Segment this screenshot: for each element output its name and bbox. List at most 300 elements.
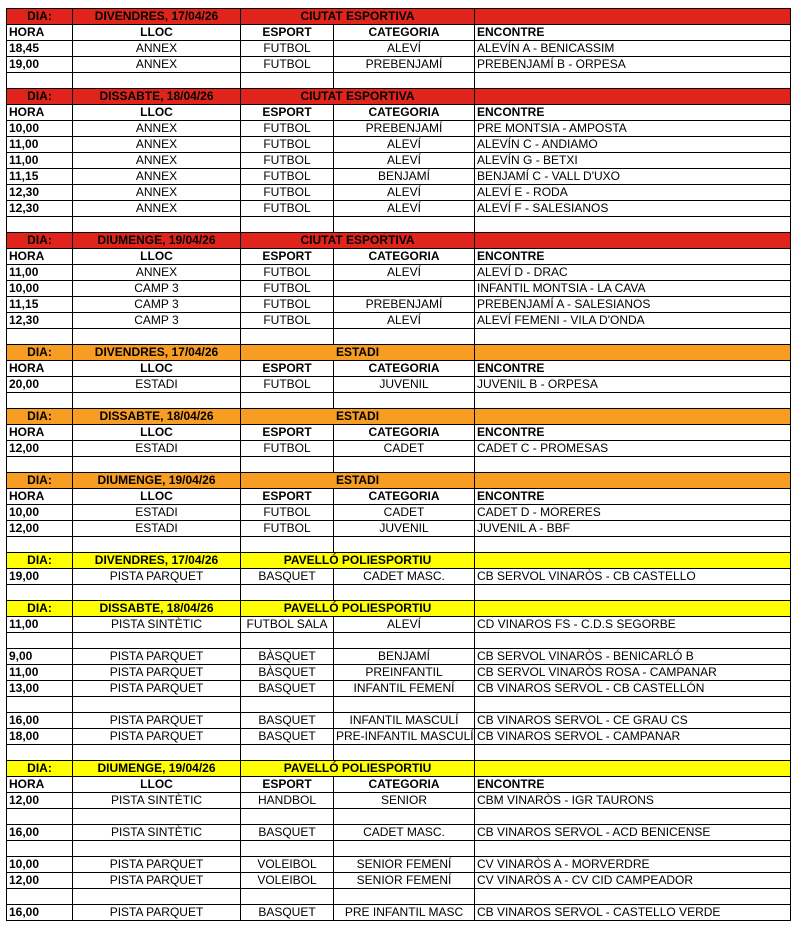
cell-lloc: PISTA SINTÈTIC [73,825,241,841]
cell-lloc: PISTA SINTÈTIC [73,617,241,633]
match-row [7,857,791,873]
section-day-row [7,89,791,105]
header-categoria: CATEGORIA [334,425,475,441]
day-date: DISSABTE, 18/04/26 [73,601,241,617]
header-categoria: CATEGORIA [334,25,475,41]
cell-encontre: CB VINAROS SERVOL - ACD BENICENSE [475,825,791,841]
match-row [7,873,791,889]
cell-categoria: ALEVÍ [334,313,475,329]
cell-categoria: PREBENJAMÍ [334,57,475,73]
day-date: DIVENDRES, 17/04/26 [73,9,241,25]
cell-lloc: ANNEX [73,57,241,73]
venue-name: ESTADI [241,473,475,489]
header-categoria: CATEGORIA [334,249,475,265]
cell-hora: 12,00 [7,521,73,537]
cell-esport: FUTBOL [241,297,334,313]
schedule-table [6,8,791,921]
cell-categoria: CADET [334,441,475,457]
cell-categoria: PREBENJAMÍ [334,297,475,313]
blank-cell [334,393,475,409]
cell-encontre: CB VINAROS SERVOL - CAMPANAR [475,729,791,745]
blank-cell [73,633,241,649]
cell-hora: 16,00 [7,905,73,921]
header-esport: ESPORT [241,777,334,793]
cell-encontre: CADET D - MORERES [475,505,791,521]
cell-encontre: PREBENJAMÍ B - ORPESA [475,57,791,73]
blank-cell [241,217,334,233]
header-lloc: LLOC [73,361,241,377]
cell-hora: 10,00 [7,857,73,873]
day-row-empty [475,553,791,569]
header-esport: ESPORT [241,361,334,377]
day-date: DIVENDRES, 17/04/26 [73,553,241,569]
cell-esport: BASQUET [241,713,334,729]
blank-cell [7,585,73,601]
cell-encontre: CV VINARÒS A - CV CID CAMPEADOR [475,873,791,889]
day-label: DIA: [7,601,73,617]
cell-encontre: CB VINAROS SERVOL - CE GRAU CS [475,713,791,729]
day-label: DIA: [7,409,73,425]
cell-encontre: INFANTIL MONTSIA - LA CAVA [475,281,791,297]
cell-lloc: ANNEX [73,153,241,169]
section-separator-row [7,745,791,761]
cell-categoria: BENJAMÍ [334,649,475,665]
cell-categoria: ALEVÍ [334,185,475,201]
blank-cell [475,745,791,761]
header-esport: ESPORT [241,249,334,265]
venue-name: CIUTAT ESPORTIVA [241,9,475,25]
header-lloc: LLOC [73,25,241,41]
match-row [7,681,791,697]
cell-esport: FUTBOL [241,265,334,281]
blank-cell [334,809,475,825]
blank-cell [475,697,791,713]
blank-cell [73,889,241,905]
header-encontre: ENCONTRE [475,777,791,793]
blank-cell [334,73,475,89]
blank-cell [475,73,791,89]
day-row-empty [475,761,791,777]
header-esport: ESPORT [241,489,334,505]
cell-hora: 11,00 [7,617,73,633]
cell-encontre: CBM VINARÒS - IGR TAURONS [475,793,791,809]
cell-categoria [334,281,475,297]
cell-encontre: JUVENIL B - ORPESA [475,377,791,393]
match-row [7,169,791,185]
blank-cell [73,457,241,473]
header-lloc: LLOC [73,489,241,505]
venue-name: PAVELLÓ POLIESPORTIU [241,601,475,617]
cell-hora: 13,00 [7,681,73,697]
header-lloc: LLOC [73,425,241,441]
section-separator-row [7,73,791,89]
section-day-row [7,345,791,361]
day-row-empty [475,345,791,361]
cell-categoria: PRE-INFANTIL MASCULÍ [334,729,475,745]
match-row [7,713,791,729]
header-lloc: LLOC [73,105,241,121]
section-day-row [7,473,791,489]
cell-categoria: ALEVÍ [334,201,475,217]
blank-cell [7,809,73,825]
match-row [7,185,791,201]
cell-hora: 18,45 [7,41,73,57]
day-date: DIUMENGE, 19/04/26 [73,761,241,777]
match-row [7,825,791,841]
header-hora: HORA [7,489,73,505]
cell-lloc: PISTA PARQUET [73,649,241,665]
match-row [7,153,791,169]
day-date: DIUMENGE, 19/04/26 [73,233,241,249]
day-row-empty [475,473,791,489]
section-day-row [7,761,791,777]
cell-lloc: ANNEX [73,137,241,153]
blank-cell [73,73,241,89]
column-header-row [7,425,791,441]
venue-name: PAVELLÓ POLIESPORTIU [241,553,475,569]
section-day-row [7,601,791,617]
cell-categoria: BENJAMÍ [334,169,475,185]
blank-cell [241,889,334,905]
cell-esport: BASQUET [241,681,334,697]
header-hora: HORA [7,25,73,41]
cell-encontre: CB SERVOL VINARÒS - BENICARLÓ B [475,649,791,665]
cell-esport: FUTBOL [241,41,334,57]
cell-lloc: ESTADI [73,521,241,537]
cell-lloc: ANNEX [73,121,241,137]
cell-categoria: PREINFANTIL [334,665,475,681]
header-encontre: ENCONTRE [475,25,791,41]
venue-name: CIUTAT ESPORTIVA [241,233,475,249]
day-row-empty [475,409,791,425]
match-row [7,121,791,137]
blank-cell [241,809,334,825]
match-row [7,905,791,921]
day-row-empty [475,233,791,249]
cell-encontre: ALEVÍN C - ANDIAMO [475,137,791,153]
blank-cell [334,697,475,713]
blank-cell [475,457,791,473]
blank-cell [475,217,791,233]
blank-cell [7,73,73,89]
section-day-row [7,9,791,25]
cell-esport: FUTBOL [241,121,334,137]
match-row [7,569,791,585]
day-label: DIA: [7,345,73,361]
header-categoria: CATEGORIA [334,489,475,505]
blank-cell [73,585,241,601]
cell-hora: 9,00 [7,649,73,665]
cell-categoria: ALEVÍ [334,137,475,153]
header-encontre: ENCONTRE [475,361,791,377]
cell-categoria: CADET [334,505,475,521]
cell-esport: FUTBOL [241,201,334,217]
cell-esport: FUTBOL [241,137,334,153]
header-lloc: LLOC [73,249,241,265]
cell-lloc: PISTA SINTÈTIC [73,793,241,809]
blank-cell [334,537,475,553]
cell-esport: FUTBOL [241,505,334,521]
day-label: DIA: [7,233,73,249]
cell-categoria: ALEVÍ [334,617,475,633]
blank-cell [7,217,73,233]
cell-hora: 19,00 [7,569,73,585]
header-hora: HORA [7,425,73,441]
header-hora: HORA [7,361,73,377]
cell-hora: 12,00 [7,793,73,809]
column-header-row [7,25,791,41]
cell-esport: FUTBOL [241,313,334,329]
cell-lloc: ANNEX [73,201,241,217]
cell-esport: FUTBOL [241,281,334,297]
cell-encontre: CB SERVOL VINARÒS - CB CASTELLO [475,569,791,585]
cell-lloc: PISTA PARQUET [73,713,241,729]
blank-cell [73,393,241,409]
match-row [7,265,791,281]
section-separator-row [7,329,791,345]
blank-cell [241,745,334,761]
blank-cell [73,217,241,233]
match-row [7,313,791,329]
cell-esport: FUTBOL [241,185,334,201]
cell-lloc: PISTA PARQUET [73,729,241,745]
section-separator-row [7,537,791,553]
cell-hora: 16,00 [7,825,73,841]
cell-encontre: ALEVÍ E - RODA [475,185,791,201]
cell-hora: 11,00 [7,137,73,153]
header-encontre: ENCONTRE [475,489,791,505]
header-hora: HORA [7,105,73,121]
cell-categoria: SENIOR FEMENÍ [334,873,475,889]
cell-lloc: ANNEX [73,185,241,201]
blank-cell [7,457,73,473]
match-row [7,505,791,521]
header-categoria: CATEGORIA [334,105,475,121]
cell-hora: 11,00 [7,665,73,681]
blank-cell [241,329,334,345]
blank-cell [241,537,334,553]
day-label: DIA: [7,473,73,489]
blank-cell [475,537,791,553]
cell-hora: 12,30 [7,185,73,201]
blank-cell [334,457,475,473]
cell-esport: FUTBOL [241,521,334,537]
cell-lloc: CAMP 3 [73,297,241,313]
header-encontre: ENCONTRE [475,249,791,265]
match-row [7,729,791,745]
section-separator-row [7,393,791,409]
day-date: DIVENDRES, 17/04/26 [73,345,241,361]
cell-categoria: PREBENJAMÍ [334,121,475,137]
blank-cell [334,889,475,905]
blank-row [7,633,791,649]
cell-hora: 12,30 [7,313,73,329]
cell-encontre: CB VINAROS SERVOL - CB CASTELLÓN [475,681,791,697]
venue-name: ESTADI [241,345,475,361]
cell-categoria: PRE INFANTIL MASC [334,905,475,921]
blank-cell [241,841,334,857]
cell-esport: BASQUET [241,569,334,585]
cell-categoria: INFANTIL MASCULÍ [334,713,475,729]
cell-lloc: ESTADI [73,505,241,521]
header-esport: ESPORT [241,105,334,121]
cell-lloc: ANNEX [73,41,241,57]
cell-lloc: PISTA PARQUET [73,569,241,585]
cell-lloc: PISTA PARQUET [73,873,241,889]
cell-categoria: ALEVÍ [334,265,475,281]
cell-hora: 12,00 [7,873,73,889]
header-lloc: LLOC [73,777,241,793]
cell-hora: 20,00 [7,377,73,393]
match-row [7,793,791,809]
blank-row [7,809,791,825]
blank-cell [241,633,334,649]
blank-cell [334,633,475,649]
cell-categoria: ALEVÍ [334,153,475,169]
cell-encontre: ALEVÍ FEMENI - VILA D'ONDA [475,313,791,329]
cell-esport: FUTBOL [241,153,334,169]
blank-cell [7,537,73,553]
section-day-row [7,409,791,425]
section-separator-row [7,585,791,601]
cell-encontre: CD VINAROS FS - C.D.S SEGORBE [475,617,791,633]
cell-encontre: JUVENIL A - BBF [475,521,791,537]
cell-categoria: CADET MASC. [334,825,475,841]
cell-encontre: ALEVÍ F - SALESIANOS [475,201,791,217]
blank-cell [73,841,241,857]
cell-lloc: CAMP 3 [73,281,241,297]
blank-cell [475,633,791,649]
cell-esport: HANDBOL [241,793,334,809]
blank-cell [241,697,334,713]
cell-esport: FUTBOL [241,441,334,457]
header-esport: ESPORT [241,25,334,41]
cell-esport: FUTBOL SALA [241,617,334,633]
cell-lloc: PISTA PARQUET [73,905,241,921]
cell-hora: 11,00 [7,265,73,281]
blank-row [7,697,791,713]
blank-cell [241,585,334,601]
blank-cell [73,697,241,713]
header-esport: ESPORT [241,425,334,441]
blank-cell [241,73,334,89]
venue-name: CIUTAT ESPORTIVA [241,89,475,105]
blank-cell [475,841,791,857]
header-categoria: CATEGORIA [334,777,475,793]
cell-esport: BÀSQUET [241,665,334,681]
cell-encontre: PREBENJAMÍ A - SALESIANOS [475,297,791,313]
cell-encontre: CB SERVOL VINARÒS ROSA - CAMPANAR [475,665,791,681]
blank-cell [73,809,241,825]
header-hora: HORA [7,777,73,793]
match-row [7,41,791,57]
cell-hora: 10,00 [7,281,73,297]
cell-categoria: CADET MASC. [334,569,475,585]
match-row [7,649,791,665]
cell-lloc: ANNEX [73,265,241,281]
blank-cell [7,697,73,713]
blank-cell [334,745,475,761]
cell-lloc: ESTADI [73,441,241,457]
cell-hora: 16,00 [7,713,73,729]
column-header-row [7,777,791,793]
cell-esport: BASQUET [241,825,334,841]
blank-cell [241,393,334,409]
cell-esport: VOLEIBOL [241,873,334,889]
cell-categoria: SENIOR FEMENÍ [334,857,475,873]
day-label: DIA: [7,9,73,25]
cell-hora: 19,00 [7,57,73,73]
cell-categoria: SENIOR [334,793,475,809]
blank-cell [73,329,241,345]
blank-cell [475,393,791,409]
cell-esport: FUTBOL [241,57,334,73]
blank-cell [73,745,241,761]
match-row [7,137,791,153]
day-row-empty [475,601,791,617]
cell-esport: FUTBOL [241,377,334,393]
column-header-row [7,489,791,505]
cell-hora: 11,15 [7,297,73,313]
cell-lloc: CAMP 3 [73,313,241,329]
blank-cell [334,217,475,233]
cell-esport: VOLEIBOL [241,857,334,873]
cell-encontre: CB VINAROS SERVOL - CASTELLO VERDE [475,905,791,921]
match-row [7,665,791,681]
cell-encontre: ALEVÍN A - BENICASSIM [475,41,791,57]
cell-lloc: ANNEX [73,169,241,185]
blank-cell [475,809,791,825]
cell-categoria: JUVENIL [334,521,475,537]
blank-cell [475,585,791,601]
blank-cell [7,329,73,345]
match-row [7,297,791,313]
blank-cell [334,585,475,601]
section-day-row [7,553,791,569]
venue-name: ESTADI [241,409,475,425]
blank-cell [334,329,475,345]
blank-cell [7,889,73,905]
day-row-empty [475,9,791,25]
cell-hora: 11,00 [7,153,73,169]
blank-cell [241,457,334,473]
section-separator-row [7,457,791,473]
day-label: DIA: [7,761,73,777]
day-date: DISSABTE, 18/04/26 [73,89,241,105]
column-header-row [7,105,791,121]
cell-esport: BASQUET [241,729,334,745]
cell-encontre: CADET C - PROMESAS [475,441,791,457]
blank-cell [475,329,791,345]
cell-encontre: ALEVÍ D - DRAC [475,265,791,281]
cell-hora: 10,00 [7,121,73,137]
cell-categoria: INFANTIL FEMENÍ [334,681,475,697]
day-row-empty [475,89,791,105]
cell-categoria: ALEVÍ [334,41,475,57]
cell-lloc: PISTA PARQUET [73,681,241,697]
cell-encontre: ALEVÍN G - BETXI [475,153,791,169]
blank-cell [73,537,241,553]
cell-lloc: PISTA PARQUET [73,857,241,873]
match-row [7,281,791,297]
day-date: DIUMENGE, 19/04/26 [73,473,241,489]
header-encontre: ENCONTRE [475,105,791,121]
match-row [7,377,791,393]
match-row [7,617,791,633]
match-row [7,57,791,73]
cell-encontre: PRE MONTSIA - AMPOSTA [475,121,791,137]
day-label: DIA: [7,89,73,105]
